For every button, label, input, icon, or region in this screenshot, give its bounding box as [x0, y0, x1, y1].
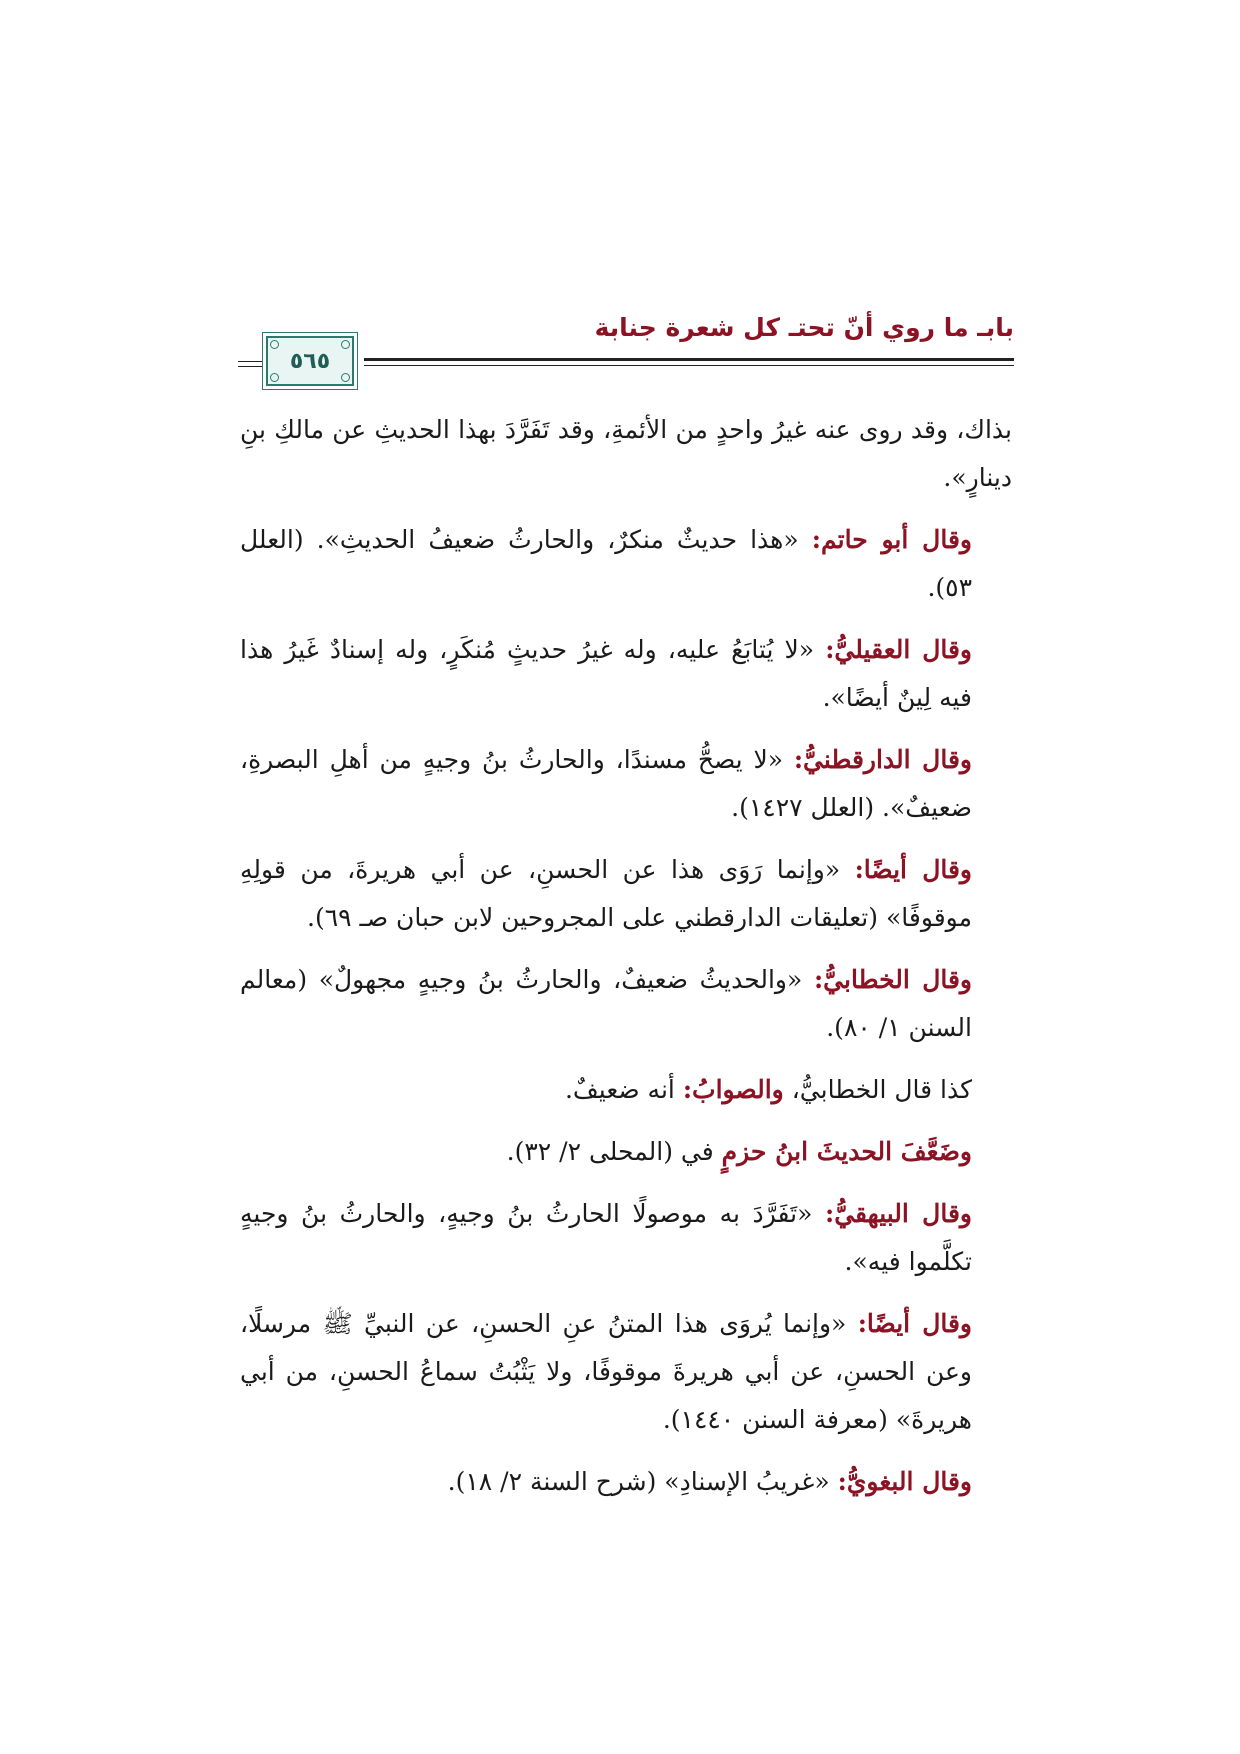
badge-ornament-icon	[270, 373, 279, 382]
paragraph	[240, 1190, 1012, 1286]
paragraph-text: «غريبُ الإسنادِ» (شرح السنة ٢/ ١٨).	[447, 1467, 830, 1496]
speaker-label: وضَعَّفَ الحديثَ ابنُ حزمٍ	[721, 1137, 972, 1166]
paragraph-text: في (المحلى ٢/ ٣٢).	[506, 1137, 714, 1166]
speaker-label: وقال الخطابيُّ:	[813, 965, 973, 994]
paragraph	[240, 956, 1012, 1052]
header-rule-thin	[364, 365, 1014, 366]
speaker-label: وقال البيهقيُّ:	[824, 1199, 972, 1228]
speaker-label: وقال أبو حاتم:	[811, 525, 972, 554]
paragraph-text: «وإنما رَوَى هذا عن الحسنِ، عن أبي هريرةَ، من قولِهِ موقوفًا» (تعليقات الدارقطني على المجروحين لابن حبان صـ ٦٩).	[240, 855, 972, 932]
paragraph-text: كذا قال الخطابيُّ،	[783, 1075, 972, 1104]
speaker-label: وقال البغويُّ:	[837, 1467, 972, 1496]
paragraph	[240, 406, 1012, 502]
paragraph-text: «لا يُتابَعُ عليه، وله غيرُ حديثٍ مُنكَرٍ، وله إسنادٌ غَيرُ هذا فيه لِينٌ أيضًا».	[240, 635, 972, 712]
badge-ornament-icon	[341, 373, 350, 382]
paragraph-text: «لا يصحُّ مسندًا، والحارثُ بنُ وجيهٍ من أهلِ البصرةِ، ضعيفٌ». (العلل ١٤٢٧).	[240, 745, 972, 822]
speaker-label: وقال الدارقطنيُّ:	[793, 745, 972, 774]
speaker-label: وقال أيضًا:	[854, 855, 972, 884]
paragraph	[240, 1128, 1012, 1176]
paragraph-text: «والحديثُ ضعيفٌ، والحارثُ بنُ وجيهٍ مجهولٌ» (معالم السنن ١/ ٨٠).	[240, 965, 972, 1042]
speaker-label: وقال العقيليُّ:	[825, 635, 973, 664]
paragraph	[240, 736, 1012, 832]
paragraph-text: «تَفَرَّدَ به موصولًا الحارثُ بنُ وجيهٍ، والحارثُ بنُ وجيهٍ تكلَّموا فيه».	[240, 1199, 972, 1276]
page-number: ٥٦٥	[289, 348, 331, 374]
page-header	[238, 313, 1014, 383]
speaker-label: وقال أيضًا:	[857, 1309, 973, 1338]
paragraph	[240, 1300, 1012, 1444]
paragraph	[240, 626, 1012, 722]
paragraph	[240, 516, 1012, 612]
paragraph	[240, 1458, 1012, 1506]
emphasis-label: والصوابُ:	[682, 1075, 784, 1104]
chapter-title: بابـ ما روي أنّ تحتـ كل شعرة جنابة	[594, 313, 1014, 342]
paragraph-text: «وإنما يُروَى هذا المتنُ عنِ الحسنِ، عن النبيِّ ﷺ مرسلًا، وعن الحسنِ، عن أبي هريرةَ موقوفًا، ولا يَثْبُتُ سماعُ الحسنِ، من أبي هريرةَ» (معرفة السنن ١٤٤٠).	[240, 1309, 972, 1434]
paragraph-text: أنه ضعيفٌ.	[564, 1075, 683, 1104]
header-rule-thick	[364, 358, 1014, 361]
body-text	[240, 406, 1012, 1520]
page-number-badge	[266, 336, 354, 386]
header-rule-left	[238, 361, 262, 367]
paragraph	[240, 846, 1012, 942]
badge-ornament-icon	[270, 340, 279, 349]
badge-ornament-icon	[341, 340, 350, 349]
paragraph-text: بذاك، وقد روى عنه غيرُ واحدٍ من الأئمةِ، وقد تَفَرَّدَ بهذا الحديثِ عن مالكِ بنِ دينارٍ».	[240, 415, 1012, 492]
paragraph	[240, 1066, 1012, 1114]
paragraph-text: «هذا حديثٌ منكرٌ، والحارثُ ضعيفُ الحديثِ». (العلل ٥٣).	[240, 525, 972, 602]
